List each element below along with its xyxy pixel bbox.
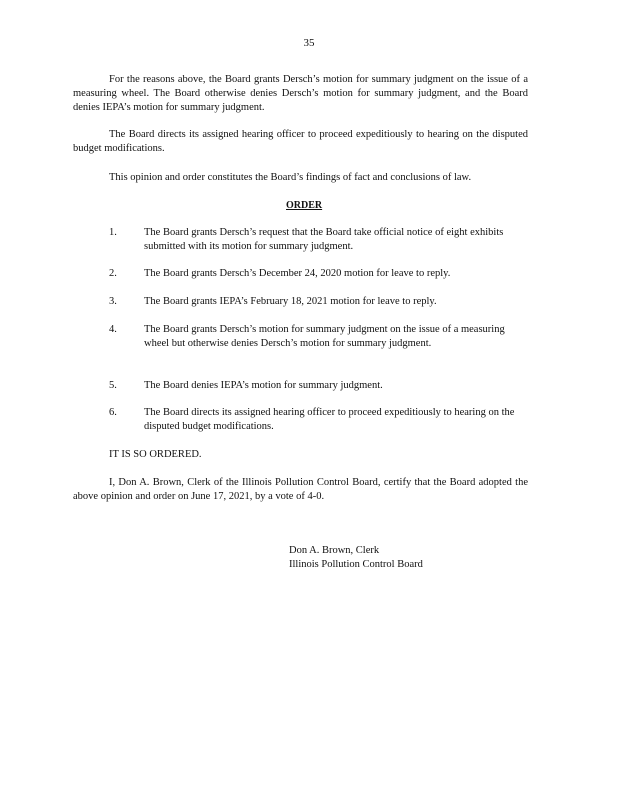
order-item-number: 2. <box>109 268 117 279</box>
order-item-text: The Board denies IEPA’s motion for summary judgment. <box>144 380 383 391</box>
signature-name: Don A. Brown, Clerk <box>289 545 380 556</box>
page-number: 35 <box>303 37 315 49</box>
order-item-number: 1. <box>109 227 117 238</box>
findings-paragraph: This opinion and order constitutes the Board’s findings of fact and conclusions of law. <box>109 172 472 183</box>
order-item-number: 6. <box>109 407 117 418</box>
conclusion-paragraph: For the reasons above, the Board grants Dersch’s motion for summary judgment on the issue of a measuring wheel. The Board otherwise denies Dersch’s motion for summary judgment, and the Board denies IEPA’s motion for summary judgment. <box>73 74 528 113</box>
order-item-number: 5. <box>109 380 117 391</box>
clerk-certification: I, Don A. Brown, Clerk of the Illinois Pollution Control Board, certify that the Board adopted the above opinion and order on June 17, 2021, by a vote of 4-0. <box>73 477 528 502</box>
order-item-text: The Board directs its assigned hearing officer to proceed expeditiously to hearing on the disputed budget modifications. <box>144 407 515 432</box>
so-ordered: IT IS SO ORDERED. <box>109 449 202 460</box>
order-item-text: The Board grants IEPA’s February 18, 2021 motion for leave to reply. <box>144 296 437 307</box>
hearing-directive-paragraph: The Board directs its assigned hearing officer to proceed expeditiously to hearing on the disputed budget modifications. <box>73 129 528 154</box>
order-item-text: The Board grants Dersch’s request that the Board take official notice of eight exhibits submitted with its motion for summary judgment. <box>144 227 504 252</box>
order-item-number: 3. <box>109 296 117 307</box>
order-item-text: The Board grants Dersch’s motion for summary judgment on the issue of a measuring wheel but otherwise denies Dersch’s motion for summary judgment. <box>144 324 505 349</box>
signature-organization: Illinois Pollution Control Board <box>289 559 423 570</box>
order-heading: ORDER <box>286 200 323 211</box>
order-item-number: 4. <box>109 324 117 335</box>
order-item-text: The Board grants Dersch’s December 24, 2020 motion for leave to reply. <box>144 268 451 279</box>
